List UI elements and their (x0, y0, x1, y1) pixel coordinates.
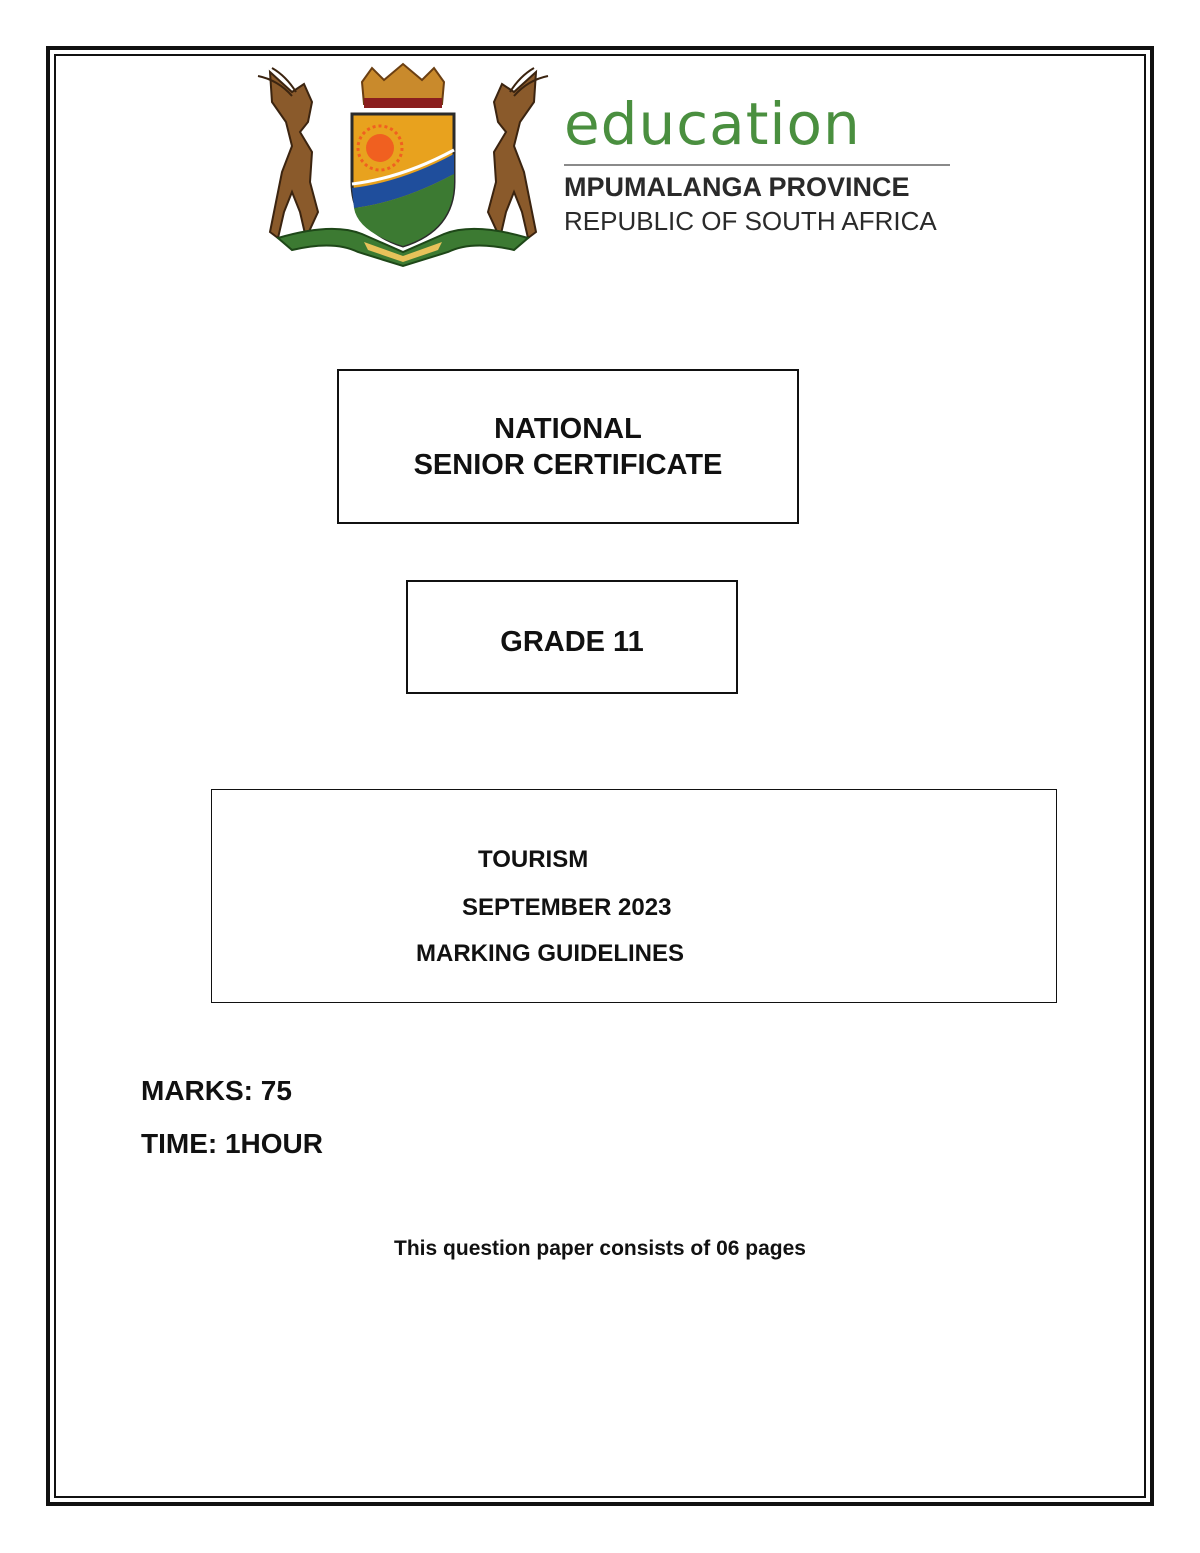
right-antelope-figure (488, 68, 548, 238)
certificate-line-1: NATIONAL (494, 413, 642, 445)
exam-session: SEPTEMBER 2023 (462, 894, 672, 921)
subject-box (211, 789, 1057, 1003)
crest-shield (352, 114, 454, 246)
subject-name: TOURISM (478, 846, 589, 873)
certificate-box (337, 369, 799, 524)
logo-country-text: REPUBLIC OF SOUTH AFRICA (564, 206, 937, 236)
exam-duration: TIME: 1HOUR (141, 1128, 323, 1159)
crown-icon (362, 64, 444, 108)
logo-province-text: MPUMALANGA PROVINCE (564, 172, 910, 202)
grade-box (406, 580, 738, 694)
coat-of-arms-logo (252, 62, 554, 268)
document-type: MARKING GUIDELINES (416, 940, 685, 967)
grade-label: GRADE 11 (500, 626, 644, 658)
logo-divider (564, 164, 950, 166)
page-inner-border (54, 54, 1146, 1498)
logo-education-wordmark: education (564, 90, 861, 158)
certificate-line-2: SENIOR CERTIFICATE (413, 449, 723, 481)
left-antelope-figure (258, 68, 318, 238)
page-count-note: This question paper consists of 06 pages (394, 1237, 806, 1260)
marks-total: MARKS: 75 (141, 1075, 292, 1106)
